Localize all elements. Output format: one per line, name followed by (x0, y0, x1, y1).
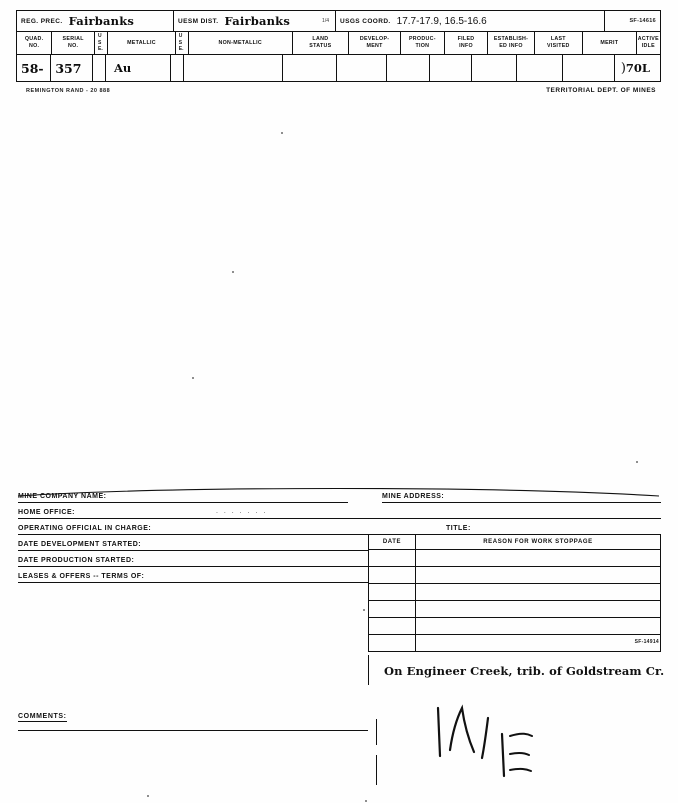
title-label: TITLE: (446, 525, 471, 532)
uesm-dist-value: Fairbanks (224, 14, 290, 28)
uesm-dist-label: UESM DIST. (178, 17, 219, 25)
header-prod-line2: TION (415, 43, 430, 49)
form-number-bottom: SF-14914 (634, 639, 659, 645)
header-active-line2: IDLE (641, 43, 655, 49)
header-prod-line1: PRODUC- (408, 36, 436, 43)
divider-tick (376, 755, 377, 785)
location-note: On Engineer Creek, trib. of Goldstream Cr. (384, 664, 665, 678)
header-nonmetallic (189, 32, 293, 54)
operating-official-rule[interactable] (18, 534, 368, 535)
header-serial-no (52, 32, 95, 54)
work-stoppage-table (368, 534, 661, 652)
header-identification-row (17, 11, 660, 32)
table-row[interactable] (369, 601, 660, 618)
mine-record-header-table (16, 10, 661, 82)
cell-merit[interactable] (563, 55, 615, 81)
cell-nonmetallic[interactable] (184, 55, 283, 81)
header-production (401, 32, 445, 54)
value-active-idle: 70L (625, 61, 650, 75)
row-reason-cell[interactable] (416, 567, 660, 583)
cell-us-metallic[interactable] (93, 55, 106, 81)
date-production-rule[interactable] (18, 566, 368, 567)
home-office-dots: . . . . . . . (216, 508, 268, 515)
row-reason-cell[interactable] (416, 584, 660, 600)
header-metallic-label: METALLIC (127, 39, 156, 46)
table-row[interactable] (369, 550, 660, 567)
scan-speck (147, 795, 149, 797)
row-date-cell[interactable] (369, 550, 416, 566)
header-established-info (488, 32, 534, 54)
reg-prec-value: Fairbanks (68, 14, 135, 28)
cell-quad-no[interactable] (17, 55, 51, 81)
cell-us-nonmetallic[interactable] (171, 55, 184, 81)
data-row (17, 55, 660, 81)
header-quad-line1: QUAD. (24, 36, 44, 43)
leases-offers-rule[interactable] (18, 582, 368, 583)
header-active-idle (637, 32, 660, 54)
row-reason-cell[interactable] (416, 601, 660, 617)
header-metallic (108, 32, 176, 54)
row-date-cell[interactable] (369, 635, 416, 651)
header-us-nonmetallic: U S E. (176, 32, 189, 54)
pen-mark-icon: ) (620, 60, 626, 76)
scan-speck (232, 271, 234, 273)
row-reason-cell[interactable] (416, 550, 660, 566)
uesm-dist-cell[interactable] (174, 11, 336, 31)
work-stoppage-date-header-cell (369, 535, 416, 549)
home-office-rule[interactable] (18, 518, 661, 519)
work-stoppage-reason-header-cell (416, 535, 660, 549)
cell-metallic[interactable] (106, 55, 171, 81)
header-serial-line1: SERIAL (62, 36, 84, 43)
header-filed-info (445, 32, 489, 54)
work-stoppage-date-header: DATE (382, 539, 402, 545)
comments-rule[interactable] (18, 730, 368, 731)
printer-imprint: REMINGTON RAND - 20 888 (26, 88, 111, 94)
table-row[interactable] (369, 635, 660, 651)
mine-company-name-label: MINE COMPANY NAME: (18, 493, 107, 500)
cell-serial-no[interactable] (51, 55, 92, 81)
header-active-line1: ACTIVE (637, 36, 659, 43)
header-last-line1: LAST (550, 36, 566, 43)
handwriting-scrawl (430, 700, 560, 780)
date-development-label: DATE DEVELOPMENT STARTED: (18, 541, 142, 548)
work-stoppage-header-row (369, 535, 660, 550)
header-merit-label: MERIT (600, 39, 619, 46)
divider-tick (376, 719, 377, 745)
cell-active-idle[interactable] (615, 55, 660, 81)
operating-official-label: OPERATING OFFICIAL IN CHARGE: (18, 525, 152, 532)
header-land-status (293, 32, 350, 54)
row-date-cell[interactable] (369, 618, 416, 634)
row-reason-cell[interactable] (416, 635, 660, 651)
leases-offers-label: LEASES & OFFERS -- TERMS OF: (18, 573, 145, 580)
value-serial-no: 357 (55, 60, 82, 76)
row-reason-cell[interactable] (416, 618, 660, 634)
cell-last-visited[interactable] (517, 55, 564, 81)
home-office-label: HOME OFFICE: (18, 509, 75, 516)
mine-address-rule[interactable] (382, 502, 661, 503)
work-stoppage-reason-header: REASON FOR WORK STOPPAGE (483, 539, 593, 545)
header-land-line1: LAND (312, 36, 329, 43)
header-dev-line1: DEVELOP- (359, 36, 390, 43)
usgs-coord-label: USGS COORD. (340, 17, 391, 25)
scan-speck (365, 800, 367, 802)
date-development-rule[interactable] (18, 550, 368, 551)
header-estab-line2: ED INFO (499, 43, 523, 49)
uesm-fraction: 1/4 (322, 18, 329, 24)
header-us-metallic: U S E. (95, 32, 108, 54)
form-top-arc (16, 487, 661, 499)
usgs-coord-value: 17.7-17.9, 16.5-16.6 (396, 15, 487, 27)
agency-name: TERRITORIAL DEPT. OF MINES (546, 87, 656, 94)
table-row[interactable] (369, 584, 660, 601)
table-row[interactable] (369, 618, 660, 635)
comments-label: COMMENTS: (18, 713, 67, 720)
header-nonmetallic-label: NON-METALLIC (218, 39, 263, 46)
table-row[interactable] (369, 567, 660, 584)
reg-prec-label: REG. PREC. (21, 17, 63, 25)
header-quad-line2: NO. (28, 43, 40, 49)
divider-tick (368, 655, 369, 685)
scan-speck (281, 132, 283, 134)
header-serial-line2: NO. (68, 43, 79, 49)
usgs-coord-cell[interactable] (336, 11, 605, 31)
header-quad-no (17, 32, 52, 54)
value-metallic: Au (113, 61, 132, 75)
header-filed-line1: FILED (457, 36, 475, 43)
header-last-visited (535, 32, 583, 54)
form-number-top: SF-14616 (629, 18, 656, 24)
row-date-cell[interactable] (369, 567, 416, 583)
row-date-cell[interactable] (369, 584, 416, 600)
cell-established-info[interactable] (472, 55, 517, 81)
date-production-label: DATE PRODUCTION STARTED: (18, 557, 135, 564)
cell-production[interactable] (387, 55, 429, 81)
reg-prec-cell[interactable] (17, 11, 174, 31)
value-quad-no: 58- (21, 60, 44, 76)
header-merit (583, 32, 637, 54)
cell-filed-info[interactable] (430, 55, 472, 81)
form-number-top-cell (605, 11, 660, 31)
header-filed-line2: INFO (459, 43, 473, 49)
cell-development[interactable] (337, 55, 387, 81)
mine-company-name-rule[interactable] (18, 502, 348, 503)
header-estab-line1: ESTABLISH- (493, 36, 529, 43)
header-last-line2: VISITED (546, 43, 570, 49)
header-dev-line2: MENT (366, 43, 383, 49)
cell-land-status[interactable] (283, 55, 337, 81)
header-land-line2: STATUS (309, 43, 332, 49)
scan-speck (636, 461, 638, 463)
scan-speck (363, 609, 365, 611)
column-header-row (17, 32, 660, 55)
row-date-cell[interactable] (369, 601, 416, 617)
scan-speck (192, 377, 194, 379)
mine-address-label: MINE ADDRESS: (382, 493, 445, 500)
header-development (349, 32, 401, 54)
